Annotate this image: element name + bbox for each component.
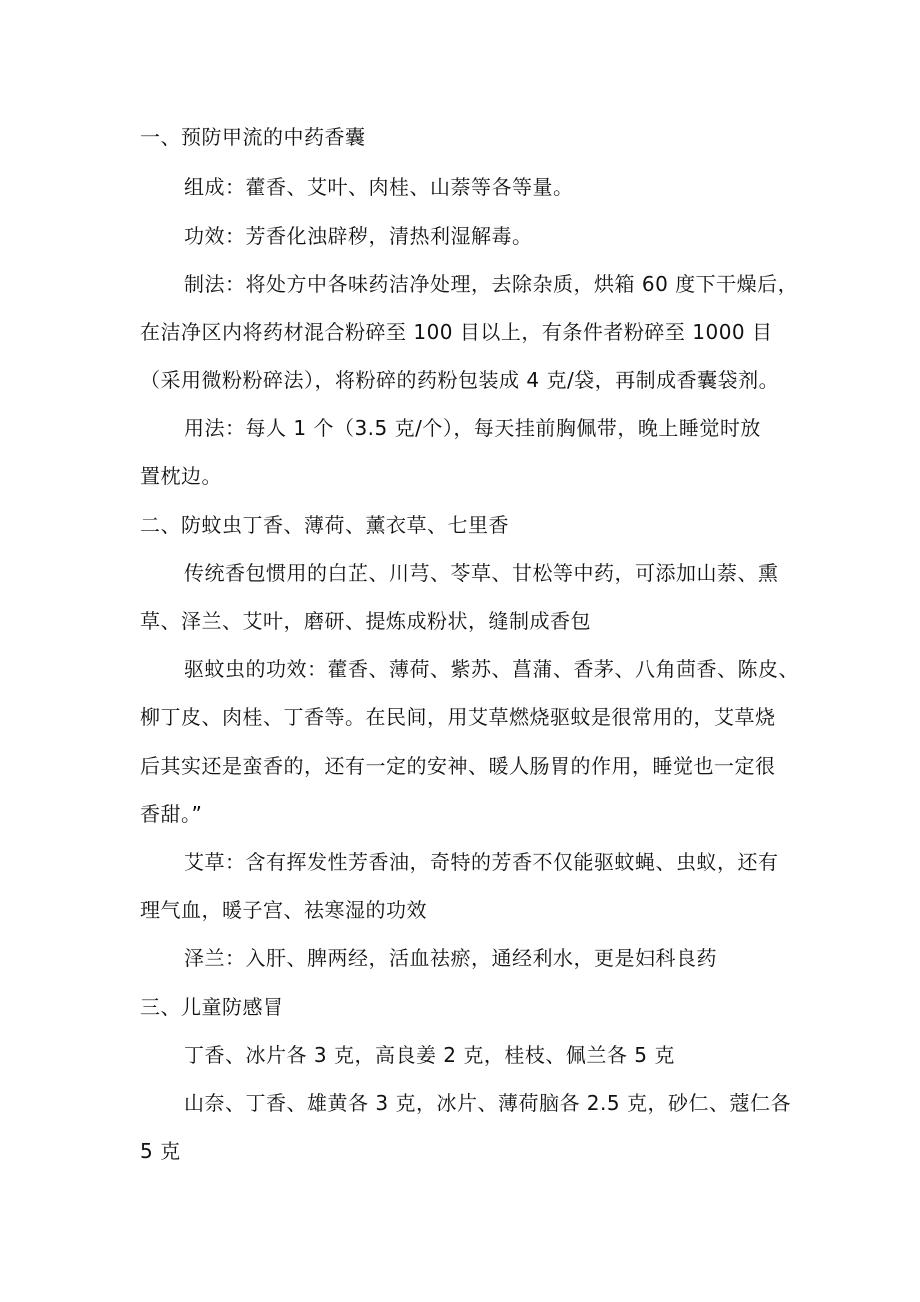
paragraph-repel-line-4: 香甜。” — [140, 802, 203, 826]
paragraph-usage-line-2: 置枕边。 — [140, 464, 222, 488]
heading-section-3: 三、儿童防感冒 — [140, 995, 284, 1019]
paragraph-preparation-line-1: 制法：将处方中各味药洁净处理，去除杂质，烘箱 60 度下干燥后， — [184, 272, 799, 296]
paragraph-repel-line-1: 驱蚊虫的功效：藿香、薄荷、紫苏、菖蒲、香茅、八角茴香、陈皮、 — [184, 657, 799, 681]
paragraph-preparation-line-3: （采用微粉粉碎法），将粉碎的药粉包装成 4 克/袋，再制成香囊袋剂。 — [140, 368, 780, 392]
paragraph-recipe-1: 丁香、冰片各 3 克，高良姜 2 克，桂枝、佩兰各 5 克 — [184, 1043, 675, 1067]
paragraph-efficacy: 功效：芳香化浊辟秽，清热利湿解毒。 — [184, 224, 533, 248]
paragraph-zelan: 泽兰：入肝、脾两经，活血祛瘀，通经利水，更是妇科良药 — [184, 946, 717, 970]
paragraph-repel-line-2: 柳丁皮、肉桂、丁香等。在民间，用艾草燃烧驱蚊是很常用的，艾草烧 — [140, 705, 776, 729]
heading-section-1: 一、预防甲流的中药香囊 — [140, 125, 366, 149]
paragraph-repel-line-3: 后其实还是蛮香的，还有一定的安神、暖人肠胃的作用，睡觉也一定很 — [140, 754, 776, 778]
paragraph-mugwort-line-2: 理气血，暖子宫、祛寒湿的功效 — [140, 898, 427, 922]
paragraph-traditional-line-1: 传统香包惯用的白芷、川芎、苓草、甘松等中药，可添加山萘、熏 — [184, 561, 779, 585]
paragraph-recipe-2-line-2: 5 克 — [140, 1139, 181, 1163]
paragraph-traditional-line-2: 草、泽兰、艾叶，磨研、提炼成粉状，缝制成香包 — [140, 609, 591, 633]
paragraph-usage-line-1: 用法：每人 1 个（3.5 克/个），每天挂前胸佩带，晚上睡觉时放 — [184, 416, 761, 440]
paragraph-composition: 组成：藿香、艾叶、肉桂、山萘等各等量。 — [184, 175, 574, 199]
paragraph-preparation-line-2: 在洁净区内将药材混合粉碎至 100 目以上，有条件者粉碎至 1000 目 — [140, 320, 773, 344]
heading-section-2: 二、防蚊虫丁香、薄荷、薰衣草、七里香 — [140, 513, 509, 537]
paragraph-mugwort-line-1: 艾草：含有挥发性芳香油，奇特的芳香不仅能驱蚊蝇、虫蚁，还有 — [184, 850, 779, 874]
paragraph-recipe-2-line-1: 山奈、丁香、雄黄各 3 克，冰片、薄荷脑各 2.5 克，砂仁、蔻仁各 — [184, 1091, 791, 1115]
